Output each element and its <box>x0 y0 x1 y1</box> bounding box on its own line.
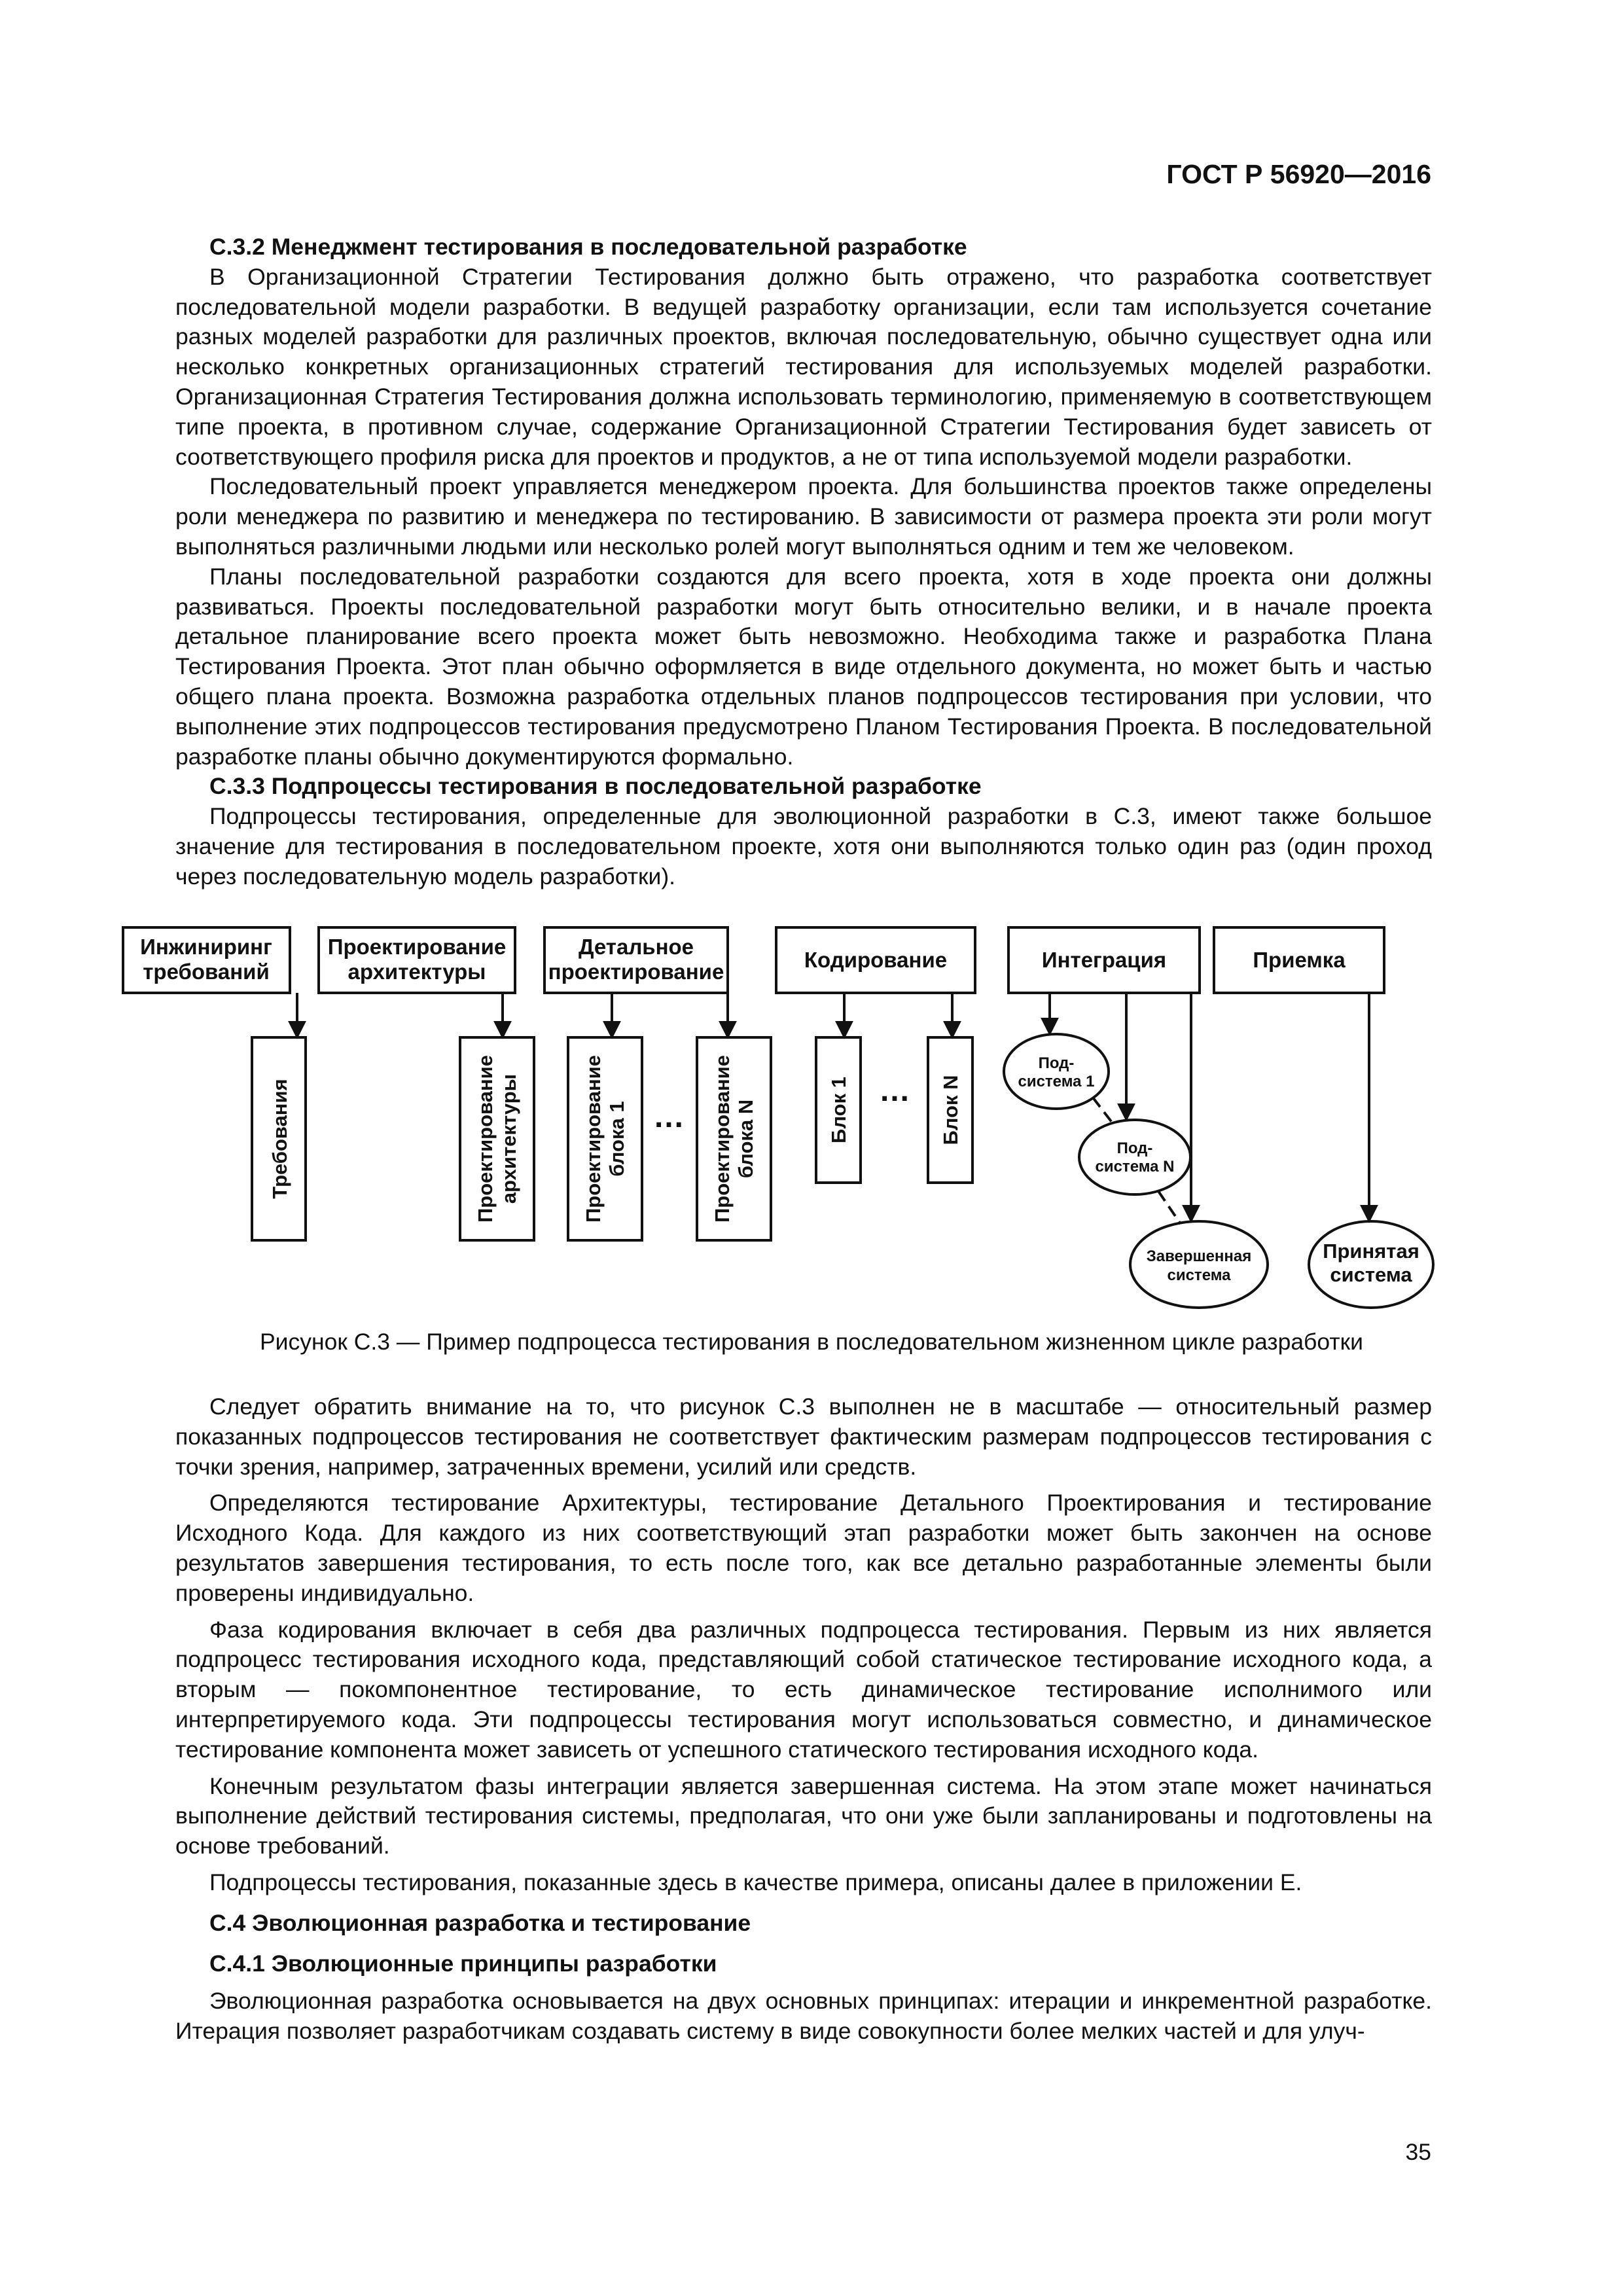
vertical-label: Блок 1 <box>827 1077 850 1143</box>
subsystemN-ellipse <box>1079 1120 1190 1194</box>
ellipse-label: система <box>1330 1263 1412 1286</box>
dashed-link-2 <box>1158 1191 1181 1224</box>
text-block-bottom <box>175 1392 1432 2053</box>
vertical-label: Проектирование <box>474 1055 497 1223</box>
phase-label: Детальное <box>578 935 694 959</box>
paragraph: Определяются тестирование Архитектуры, тестирование Детального Проектирования и тестирование Исходного Кода. Для каждого из них соответствующий этап разработки может быть закончен на основе результатов завершения тестирования, то есть после того, как все детально разработанные элементы были проверены индивидуально. <box>175 1490 1432 1606</box>
figure-c3 <box>0 916 1623 1335</box>
paragraph: Последовательный проект управляется менеджером проекта. Для большинства проектов также определены роли менеджера по развитию и менеджера по тестированию. В зависимости от размера проекта эти роли могут выполняться различными людьми или несколько ролей могут выполняться одним и тем же человеком. <box>175 473 1432 560</box>
vertical-label: Требования <box>268 1079 291 1199</box>
phase-label: Приемка <box>1253 948 1346 972</box>
vertical-label: архитектуры <box>497 1073 520 1204</box>
vertical-label: Блок N <box>939 1075 962 1145</box>
vertical-label: Проектирование <box>711 1055 734 1223</box>
phase-label: требований <box>143 960 270 984</box>
ellipse-label: система N <box>1095 1158 1175 1175</box>
phase-label: Инжиниринг <box>140 935 272 959</box>
paragraph: Эволюционная разработка основывается на двух основных принципах: итерации и инкрементной разработке. Итерация позволяет разработчикам создавать систему в виде совокупности более мелких частей и для улуч- <box>175 1988 1432 2045</box>
phase-label: Кодирование <box>804 948 948 972</box>
phase-label: проектирование <box>548 960 724 984</box>
paragraph: В Организационной Стратегии Тестирования должно быть отражено, что разработка соответствует последовательной модели разработки. В ведущей разработку организации, если там используется сочетание разных моделей разработки для различных проектов, включая последовательную, обычно существует одна или несколько конкретных организационных стратегий тестирования для используемых моделей разработки. Организационная Стратегия Тестирования должна использовать терминологию, применяемую в соответствующем типе проекта, в противном случае, содержание Организационной Стратегии Тестирования будет зависеть от соответствующего профиля риска для проектов и продуктов, а не от типа используемой модели разработки. <box>175 263 1432 470</box>
paragraph: Подпроцессы тестирования, показанные здесь в качестве примера, описаны далее в приложении Е. <box>209 1869 1302 1895</box>
ellipse-label: система <box>1167 1266 1231 1284</box>
section-c33-title: С.3.3 Подпроцессы тестирования в последовательной разработке <box>209 773 982 800</box>
phase-label: Интеграция <box>1041 948 1167 972</box>
phase-label: архитектуры <box>348 960 486 984</box>
paragraph: Планы последовательной разработки создаются для всего проекта, хотя в ходе проекта они должны развиваться. Проекты последовательной разработки могут быть относительно велики, и в начале проекта детальное планирование всего проекта может быть невозможно. Необходима также и разработка Плана Тестирования Проекта. Этот план обычно оформляется в виде отдельного документа, но может быть и частью общего плана проекта. Возможна разработка отдельных планов подпроцессов тестирования при условии, что выполнение этих подпроцессов тестирования предусмотрено Планом Тестирования Проекта. В последовательной разработке планы обычно документируются формально. <box>175 563 1432 770</box>
dashed-link-1 <box>1093 1098 1113 1123</box>
vertical-label: Проектирование <box>582 1055 605 1223</box>
vertical-label: блока 1 <box>605 1101 628 1177</box>
figure-caption: Рисунок С.3 — Пример подпроцесса тестирования в последовательном жизненном цикле разработки <box>260 1329 1363 1355</box>
ellipsis: … <box>653 1100 685 1134</box>
ellipse-label: система 1 <box>1018 1073 1095 1090</box>
paragraph: Фаза кодирования включает в себя два различных подпроцесса тестирования. Первым из них является подпроцесс тестирования исходного кода, представляющий собой статическое тестирование исходного кода, а вторым — покомпонентное тестирование, то есть динамическое тестирование исполнимого или интерпретируемого кода. Эти подпроцессы тестирования могут использоваться совместно, и динамическое тестирование компонента может зависеть от успешного статического тестирования исходного кода. <box>175 1616 1432 1763</box>
paragraph: Конечным результатом фазы интеграции является завершенная система. На этом этапе может начинаться выполнение действий тестирования системы, предполагая, что они уже были запланированы и подготовлены на основе требований. <box>175 1772 1432 1859</box>
ellipse-label: Под- <box>1116 1139 1153 1157</box>
paragraph: Подпроцессы тестирования, определенные для эволюционной разработки в С.3, имеют также большое значение для тестирования в последовательном проекте, хотя они выполняются только один раз (один проход через последовательную модель разработки). <box>175 803 1432 889</box>
section-c32-title: С.3.2 Менеджмент тестирования в последовательной разработке <box>209 234 967 260</box>
ellipsis: … <box>879 1073 910 1108</box>
phase-label: Проектирование <box>327 935 507 959</box>
paragraph: Следует обратить внимание на то, что рисунок С.3 выполнен не в масштабе — относительный размер показанных подпроцессов тестирования не соответствует фактическим размерам подпроцессов тестирования с точки зрения, например, затраченных времени, усилий или средств. <box>175 1393 1432 1480</box>
ellipse-label: Завершенная <box>1146 1247 1252 1265</box>
text-block-top <box>175 232 1432 892</box>
ellipse-label: Под- <box>1038 1054 1075 1072</box>
section-c41-title: С.4.1 Эволюционные принципы разработки <box>209 1950 717 1977</box>
section-c4-title: С.4 Эволюционная разработка и тестирование <box>209 1909 751 1936</box>
process-diagram <box>0 916 1623 1335</box>
document-header: ГОСТ Р 56920—2016 <box>1166 159 1431 189</box>
vertical-label: блока N <box>734 1099 757 1179</box>
ellipse-label: Принятая <box>1323 1240 1419 1263</box>
page-number: 35 <box>1405 2139 1431 2165</box>
